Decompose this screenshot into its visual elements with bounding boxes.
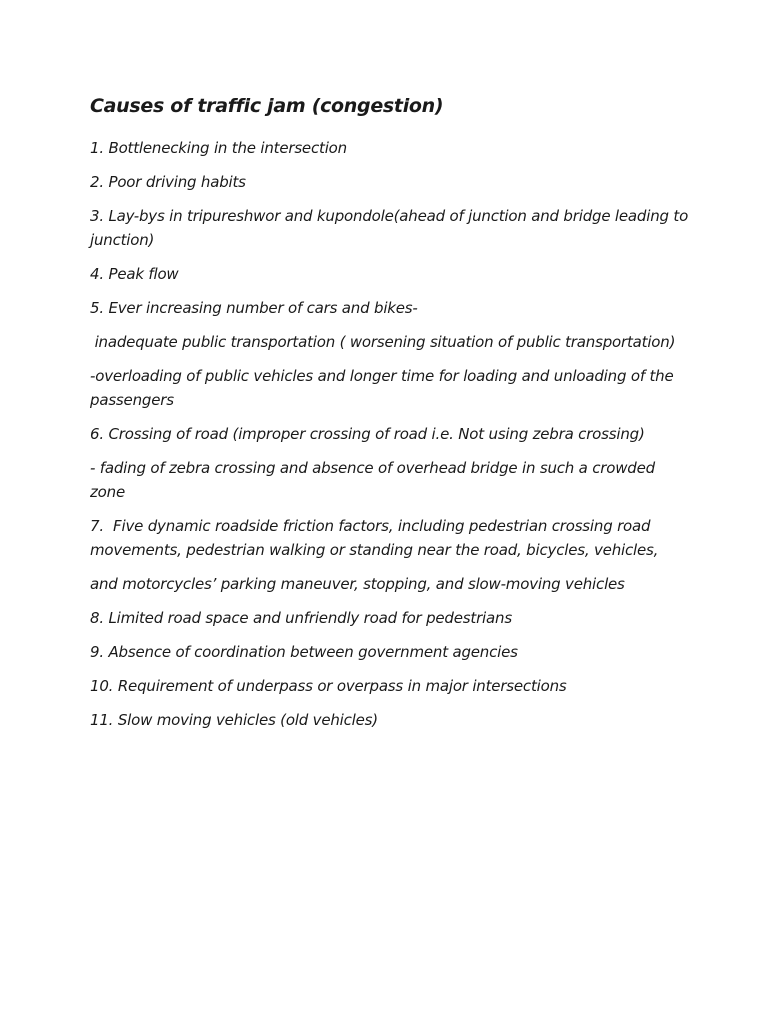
list-item: 3. Lay-bys in tripureshwor and kupondole(ahead of junction and bridge leading to junction) — [90, 207, 693, 249]
list-item: 5. Ever increasing number of cars and bikes- — [90, 299, 418, 317]
list-item: 2. Poor driving habits — [90, 173, 246, 191]
list-item: -overloading of public vehicles and longer time for loading and unloading of the passengers — [90, 367, 679, 409]
document-title: Causes of traffic jam (congestion) — [90, 95, 444, 117]
list-item: 11. Slow moving vehicles (old vehicles) — [90, 711, 378, 729]
list-item: and motorcycles’ parking maneuver, stopping, and slow-moving vehicles — [90, 575, 625, 593]
list-item: inadequate public transportation ( worsening situation of public transportation) — [90, 333, 676, 351]
list-item: 6. Crossing of road (improper crossing of road i.e. Not using zebra crossing) — [90, 425, 645, 443]
list-item: 10. Requirement of underpass or overpass in major intersections — [90, 677, 567, 695]
list-item: 1. Bottlenecking in the intersection — [90, 139, 347, 157]
list-item: 8. Limited road space and unfriendly road for pedestrians — [90, 609, 512, 627]
list-item: - fading of zebra crossing and absence of overhead bridge in such a crowded zone — [90, 459, 660, 501]
list-item: 9. Absence of coordination between government agencies — [90, 643, 518, 661]
list-item: 4. Peak flow — [90, 265, 179, 283]
list-item: 7. Five dynamic roadside friction factors, including pedestrian crossing road movements, pedestrian walking or standing near the road, bicycles, vehicles, — [90, 517, 659, 559]
document-page — [90, 92, 693, 742]
